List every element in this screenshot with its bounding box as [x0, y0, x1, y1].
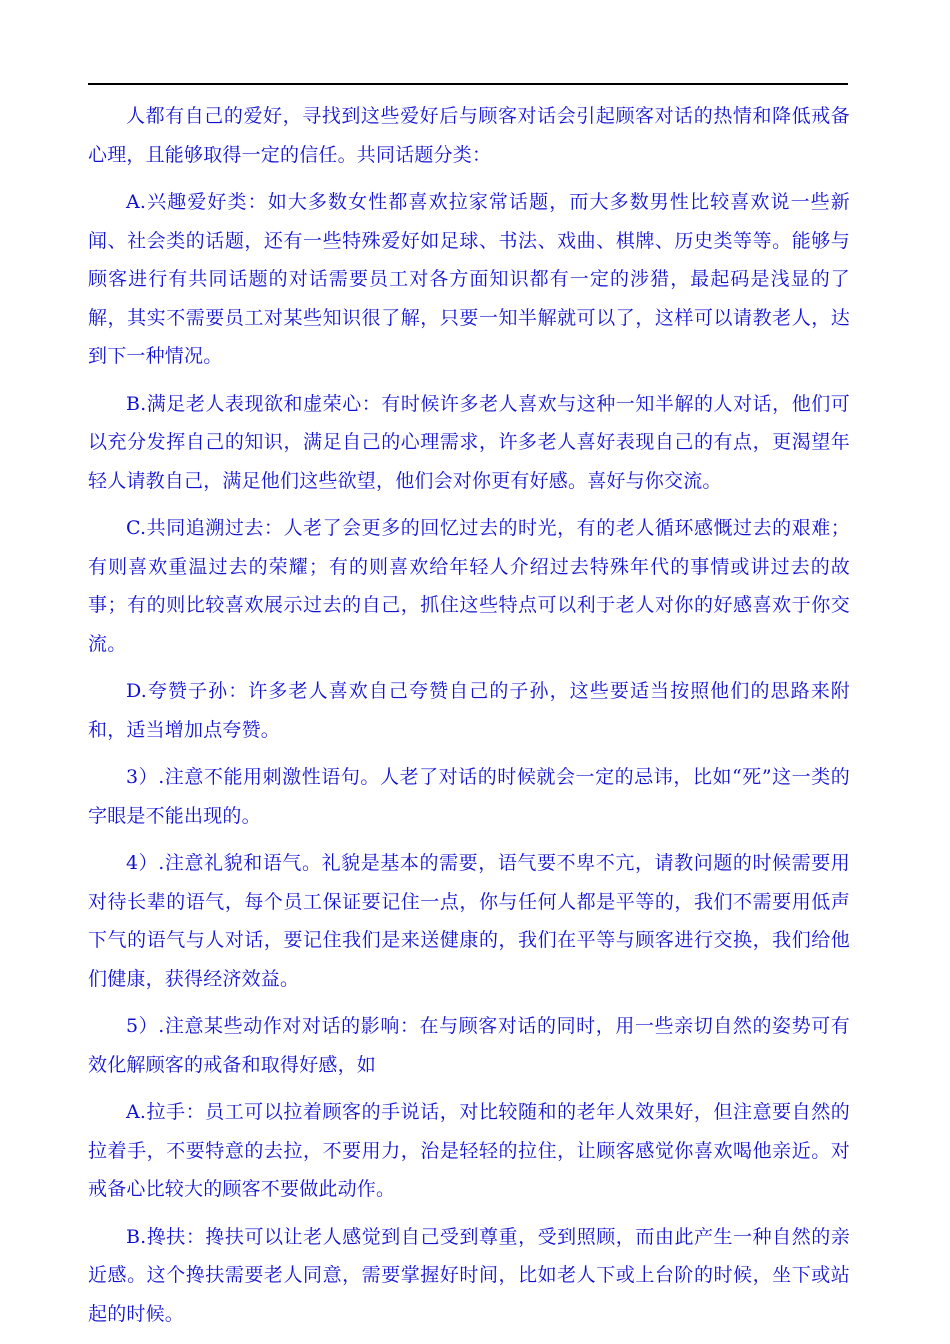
paragraph-praise-descendants: D.夸赞子孙：许多老人喜欢自己夸赞自己的子孙，这些要适当按照他们的思路来附和，适当增加点夸赞。: [88, 680, 850, 741]
paragraph-politeness-tone: 4）.注意礼貌和语气。礼貌是基本的需要，语气要不卑不亢，请教问题的时候需要用对待长辈的语气，每个员工保证要记住一点，你与任何人都是平等的，我们不需要用低声下气的语气与人对话，要记住我们是来送健康的，我们在平等与顾客进行交换，我们给他们健康，获得经济效益。: [88, 852, 850, 990]
document-body: [88, 97, 850, 1342]
paragraph-hand-holding: A.拉手：员工可以拉着顾客的手说话，对比较随和的老年人效果好，但注意要自然的拉着手，不要特意的去拉，不要用力，治是轻轻的拉住，让顾客感觉你喜欢喝他亲近。对戒备心比较大的顾客不要做此动作。: [88, 1101, 850, 1200]
paragraph-interest-hobby: A.兴趣爱好类：如大多数女性都喜欢拉家常话题，而大多数男性比较喜欢说一些新闻、社会类的话题，还有一些特殊爱好如足球、书法、戏曲、棋牌、历史类等等。能够与顾客进行有共同话题的对话需要员工对各方面知识都有一定的涉猎，最起码是浅显的了解，其实不需要员工对某些知识很了解，只要一知半解就可以了，这样可以请教老人，达到下一种情况。: [88, 191, 850, 367]
paragraph-intro: 人都有自己的爱好，寻找到这些爱好后与顾客对话会引起顾客对话的热情和降低戒备心理，且能够取得一定的信任。共同话题分类：: [88, 105, 850, 166]
paragraph-gestures: 5）.注意某些动作对对话的影响：在与顾客对话的同时，用一些亲切自然的姿势可有效化解顾客的戒备和取得好感，如: [88, 1015, 850, 1076]
paragraph-supporting: B.搀扶：搀扶可以让老人感觉到自己受到尊重，受到照顾，而由此产生一种自然的亲近感。这个搀扶需要老人同意，需要掌握好时间，比如老人下或上台阶的时候，坐下或站起的时候。: [88, 1225, 850, 1325]
header-rule: [88, 83, 848, 85]
paragraph-recall-past: C.共同追溯过去：人老了会更多的回忆过去的时光，有的老人循环感慨过去的艰难；有则喜欢重温过去的荣耀；有的则喜欢给年轻人介绍过去特殊年代的事情或讲过去的故事；有的则比较喜欢展示过去的自己，抓住这些特点可以利于老人对你的好感喜欢于你交流。: [88, 517, 850, 655]
paragraph-no-irritating-words: 3）.注意不能用刺激性语句。人老了对话的时候就会一定的忌讳，比如“死”这一类的字眼是不能出现的。: [88, 766, 850, 827]
paragraph-vanity: B.满足老人表现欲和虚荣心：有时候许多老人喜欢与这种一知半解的人对话，他们可以充分发挥自己的知识，满足自己的心理需求，许多老人喜好表现自己的有点，更渴望年轻人请教自己，满足他们这些欲望，他们会对你更有好感。喜好与你交流。: [88, 392, 850, 492]
